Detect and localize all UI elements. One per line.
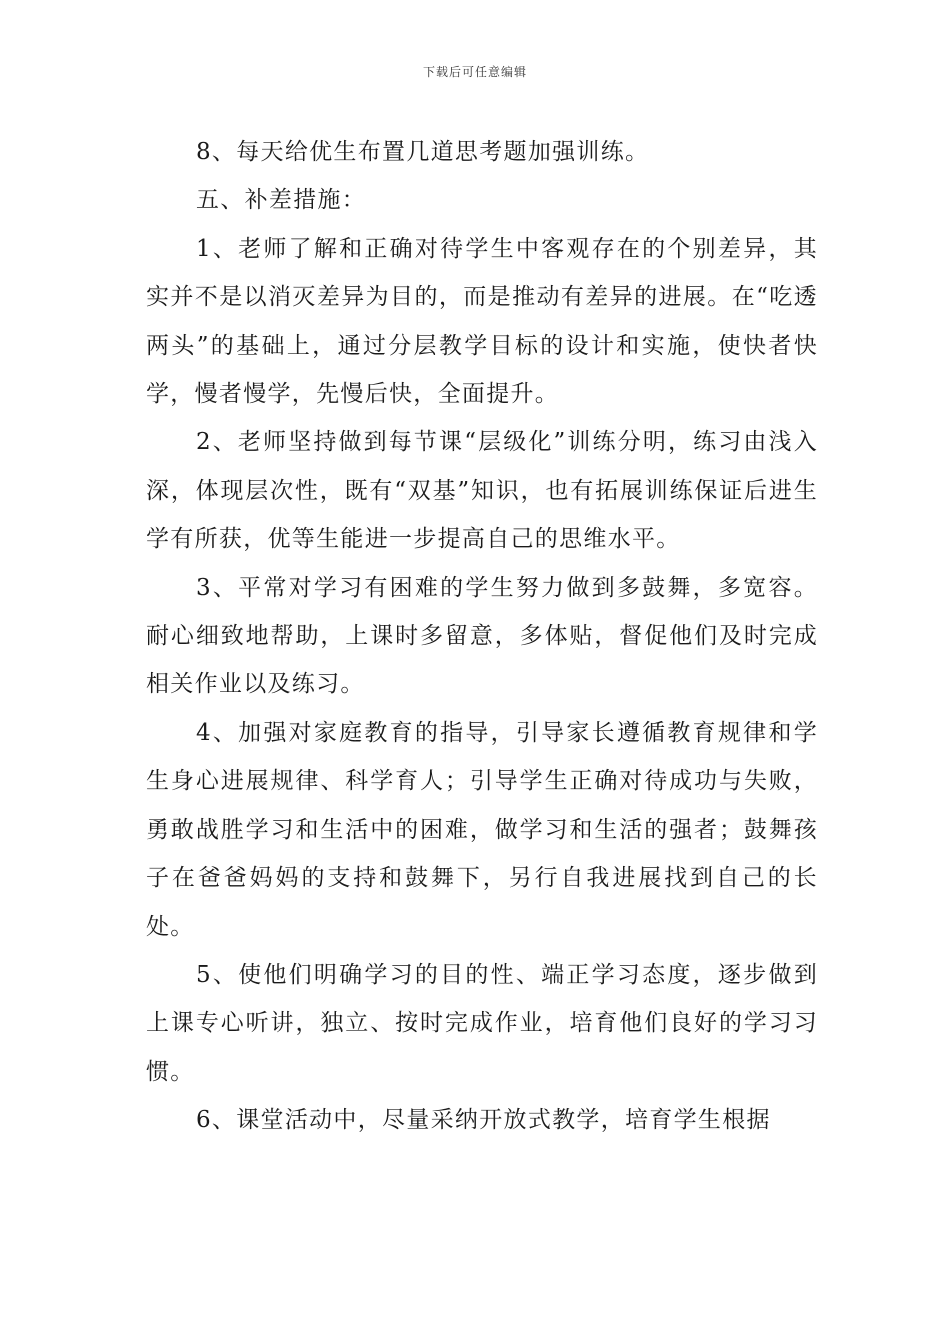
paragraph-item-8: 8、每天给优生布置几道思考题加强训练。 (196, 139, 650, 165)
page-header: 下载后可任意编辑 (422, 65, 527, 79)
section-heading-remedial-measures: 五、补差措施： (196, 187, 367, 214)
paragraph-item-2: 2、老师坚持做到每节课“层级化”训练分明，练习由浅入深，体现层次性，既有“双基”知识，也有拓展训练保证后进生学有所获，优等生能进一步提高自己的思维水平。 (146, 429, 818, 553)
document-body (146, 128, 818, 1145)
paragraph-item-5: 5、使他们明确学习的目的性、端正学习态度，逐步做到上课专心听讲，独立、按时完成作业，培育他们良好的学习习惯。 (146, 961, 818, 1085)
paragraph-item-6: 6、课堂活动中，尽量采纳开放式教学，培育学生根据 (196, 1107, 771, 1134)
paragraph-item-4: 4、加强对家庭教育的指导，引导家长遵循教育规律和学生身心进展规律、科学育人；引导学生正确对待成功与失败，勇敢战胜学习和生活中的困难，做学习和生活的强者；鼓舞孩子在爸爸妈妈的支持和鼓舞下，另行自我进展找到自己的长处。 (146, 719, 818, 940)
paragraph-item-3: 3、平常对学习有困难的学生努力做到多鼓舞，多宽容。耐心细致地帮助，上课时多留意，多体贴，督促他们及时完成相关作业以及练习。 (146, 574, 818, 698)
paragraph-item-1: 1、老师了解和正确对待学生中客观存在的个别差异，其实并不是以消灭差异为目的，而是推动有差异的进展。在“吃透两头”的基础上，通过分层教学目标的设计和实施，使快者快学，慢者慢学，先慢后快，全面提升。 (146, 235, 818, 408)
